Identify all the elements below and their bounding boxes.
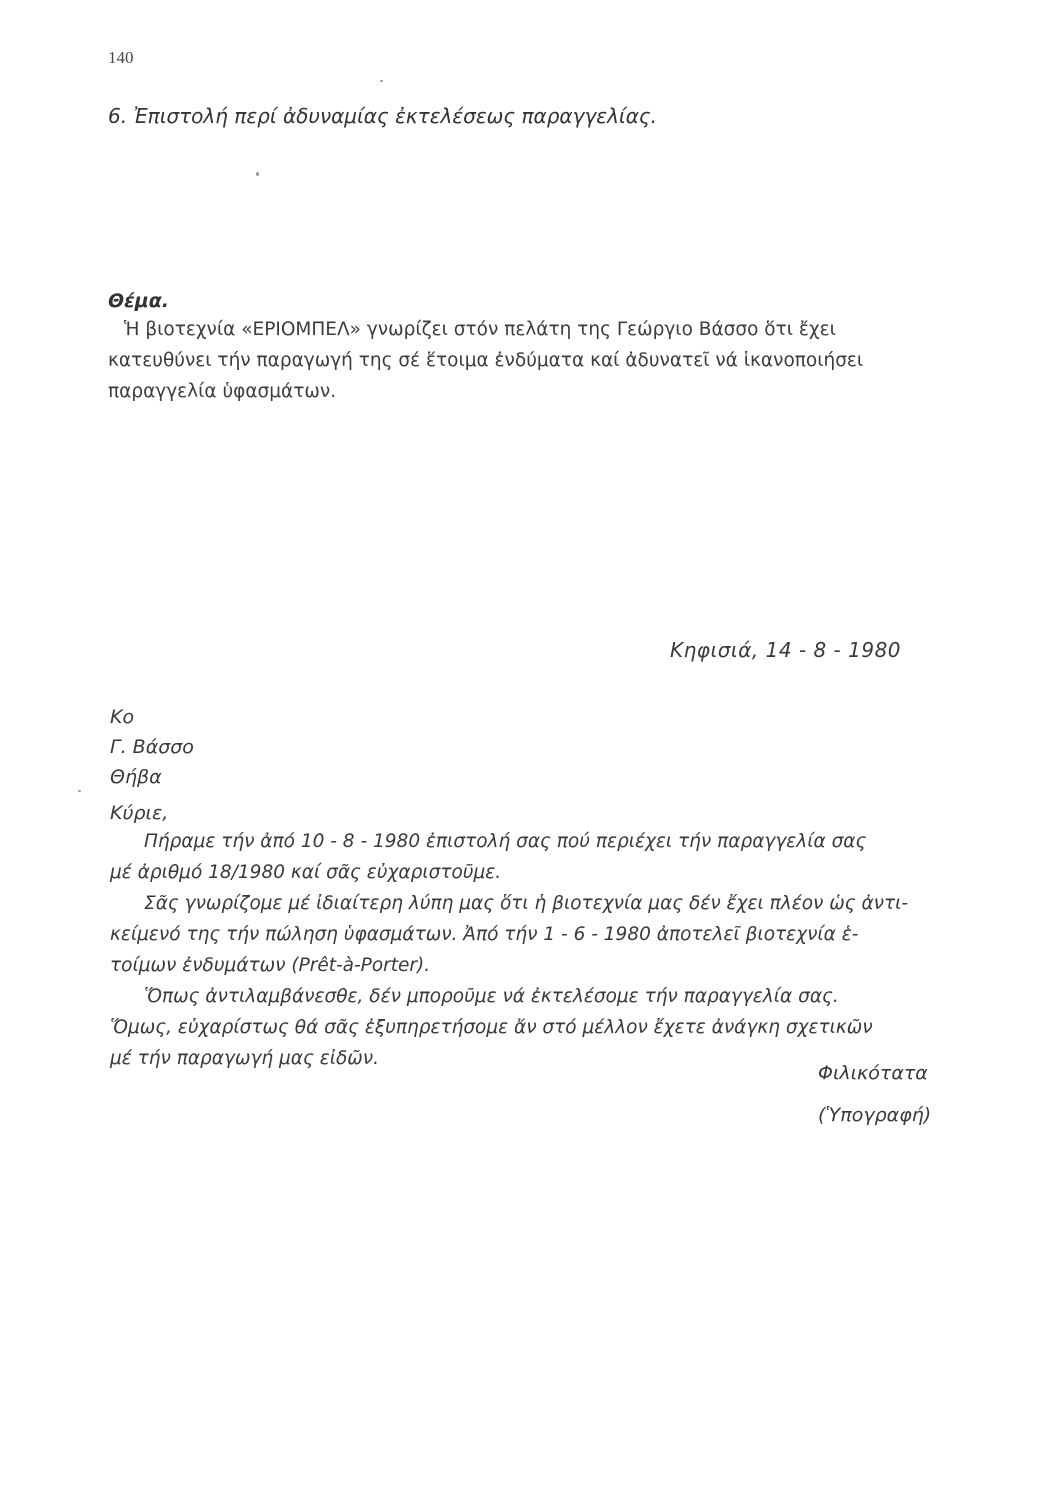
signature-placeholder: (Ὑπογραφή) — [818, 1104, 932, 1126]
subject-line: κατευθύνει τήν παραγωγή της σέ ἕτοιμα ἐνδύματα καί ἀδυνατεῖ νά ἱκανοποιήσει — [108, 350, 864, 371]
salutation: Κύριε, — [110, 802, 169, 824]
address-line: Κο — [110, 706, 135, 728]
scan-speck — [256, 172, 259, 176]
scan-speck — [78, 790, 81, 792]
body-line: μέ τήν παραγωγή μας εἰδῶν. — [110, 1048, 379, 1069]
closing: Φιλικότατα — [818, 1062, 928, 1084]
body-line: Πήραμε τήν ἀπό 10 - 8 - 1980 ἐπιστολή σας πού περιέχει τήν παραγγελία σας — [144, 831, 867, 852]
scan-speck — [380, 80, 383, 82]
subject-text — [108, 314, 968, 407]
section-title: 6. Ἐπιστολή περί ἀδυναμίας ἐκτελέσεως παραγγελίας. — [108, 104, 657, 128]
page-number: 140 — [108, 48, 134, 67]
address-line: Γ. Βάσσο — [110, 736, 194, 758]
letter-body — [110, 826, 990, 1074]
subject-line: Ἡ βιοτεχνία «ΕΡΙΟΜΠΕΛ» γνωρίζει στόν πελάτη της Γεώργιο Βάσσο ὅτι ἔχει — [124, 319, 836, 340]
subject-label: Θέμα. — [108, 290, 169, 312]
body-line: Ὅμως, εὐχαρίστως θά σᾶς ἐξυπηρετήσομε ἄν στό μέλλον ἔχετε ἀνάγκη σχετικῶν — [110, 1017, 873, 1038]
body-line: Σᾶς γνωρίζομε μέ ἰδιαίτερη λύπη μας ὅτι ἡ βιοτεχνία μας δέν ἔχει πλέον ὡς ἀντι- — [144, 893, 909, 914]
body-line: κείμενό της τήν πώληση ὑφασμάτων. Ἀπό τήν 1 - 6 - 1980 ἀποτελεῖ βιοτεχνία ἑ- — [110, 924, 859, 945]
recipient-address — [110, 702, 194, 792]
body-line: μέ ἀριθμό 18/1980 καί σᾶς εὐχαριστοῦμε. — [110, 862, 502, 883]
address-line: Θήβα — [110, 766, 162, 788]
subject-line: παραγγελία ὑφασμάτων. — [108, 381, 337, 402]
body-line: τοίμων ἐνδυμάτων (Prêt-à-Porter). — [110, 955, 431, 976]
letter-date: Κηφισιά, 14 - 8 - 1980 — [670, 638, 902, 662]
body-line: Ὅπως ἀντιλαμβάνεσθε, δέν μποροῦμε νά ἐκτελέσομε τήν παραγγελία σας. — [144, 986, 839, 1007]
